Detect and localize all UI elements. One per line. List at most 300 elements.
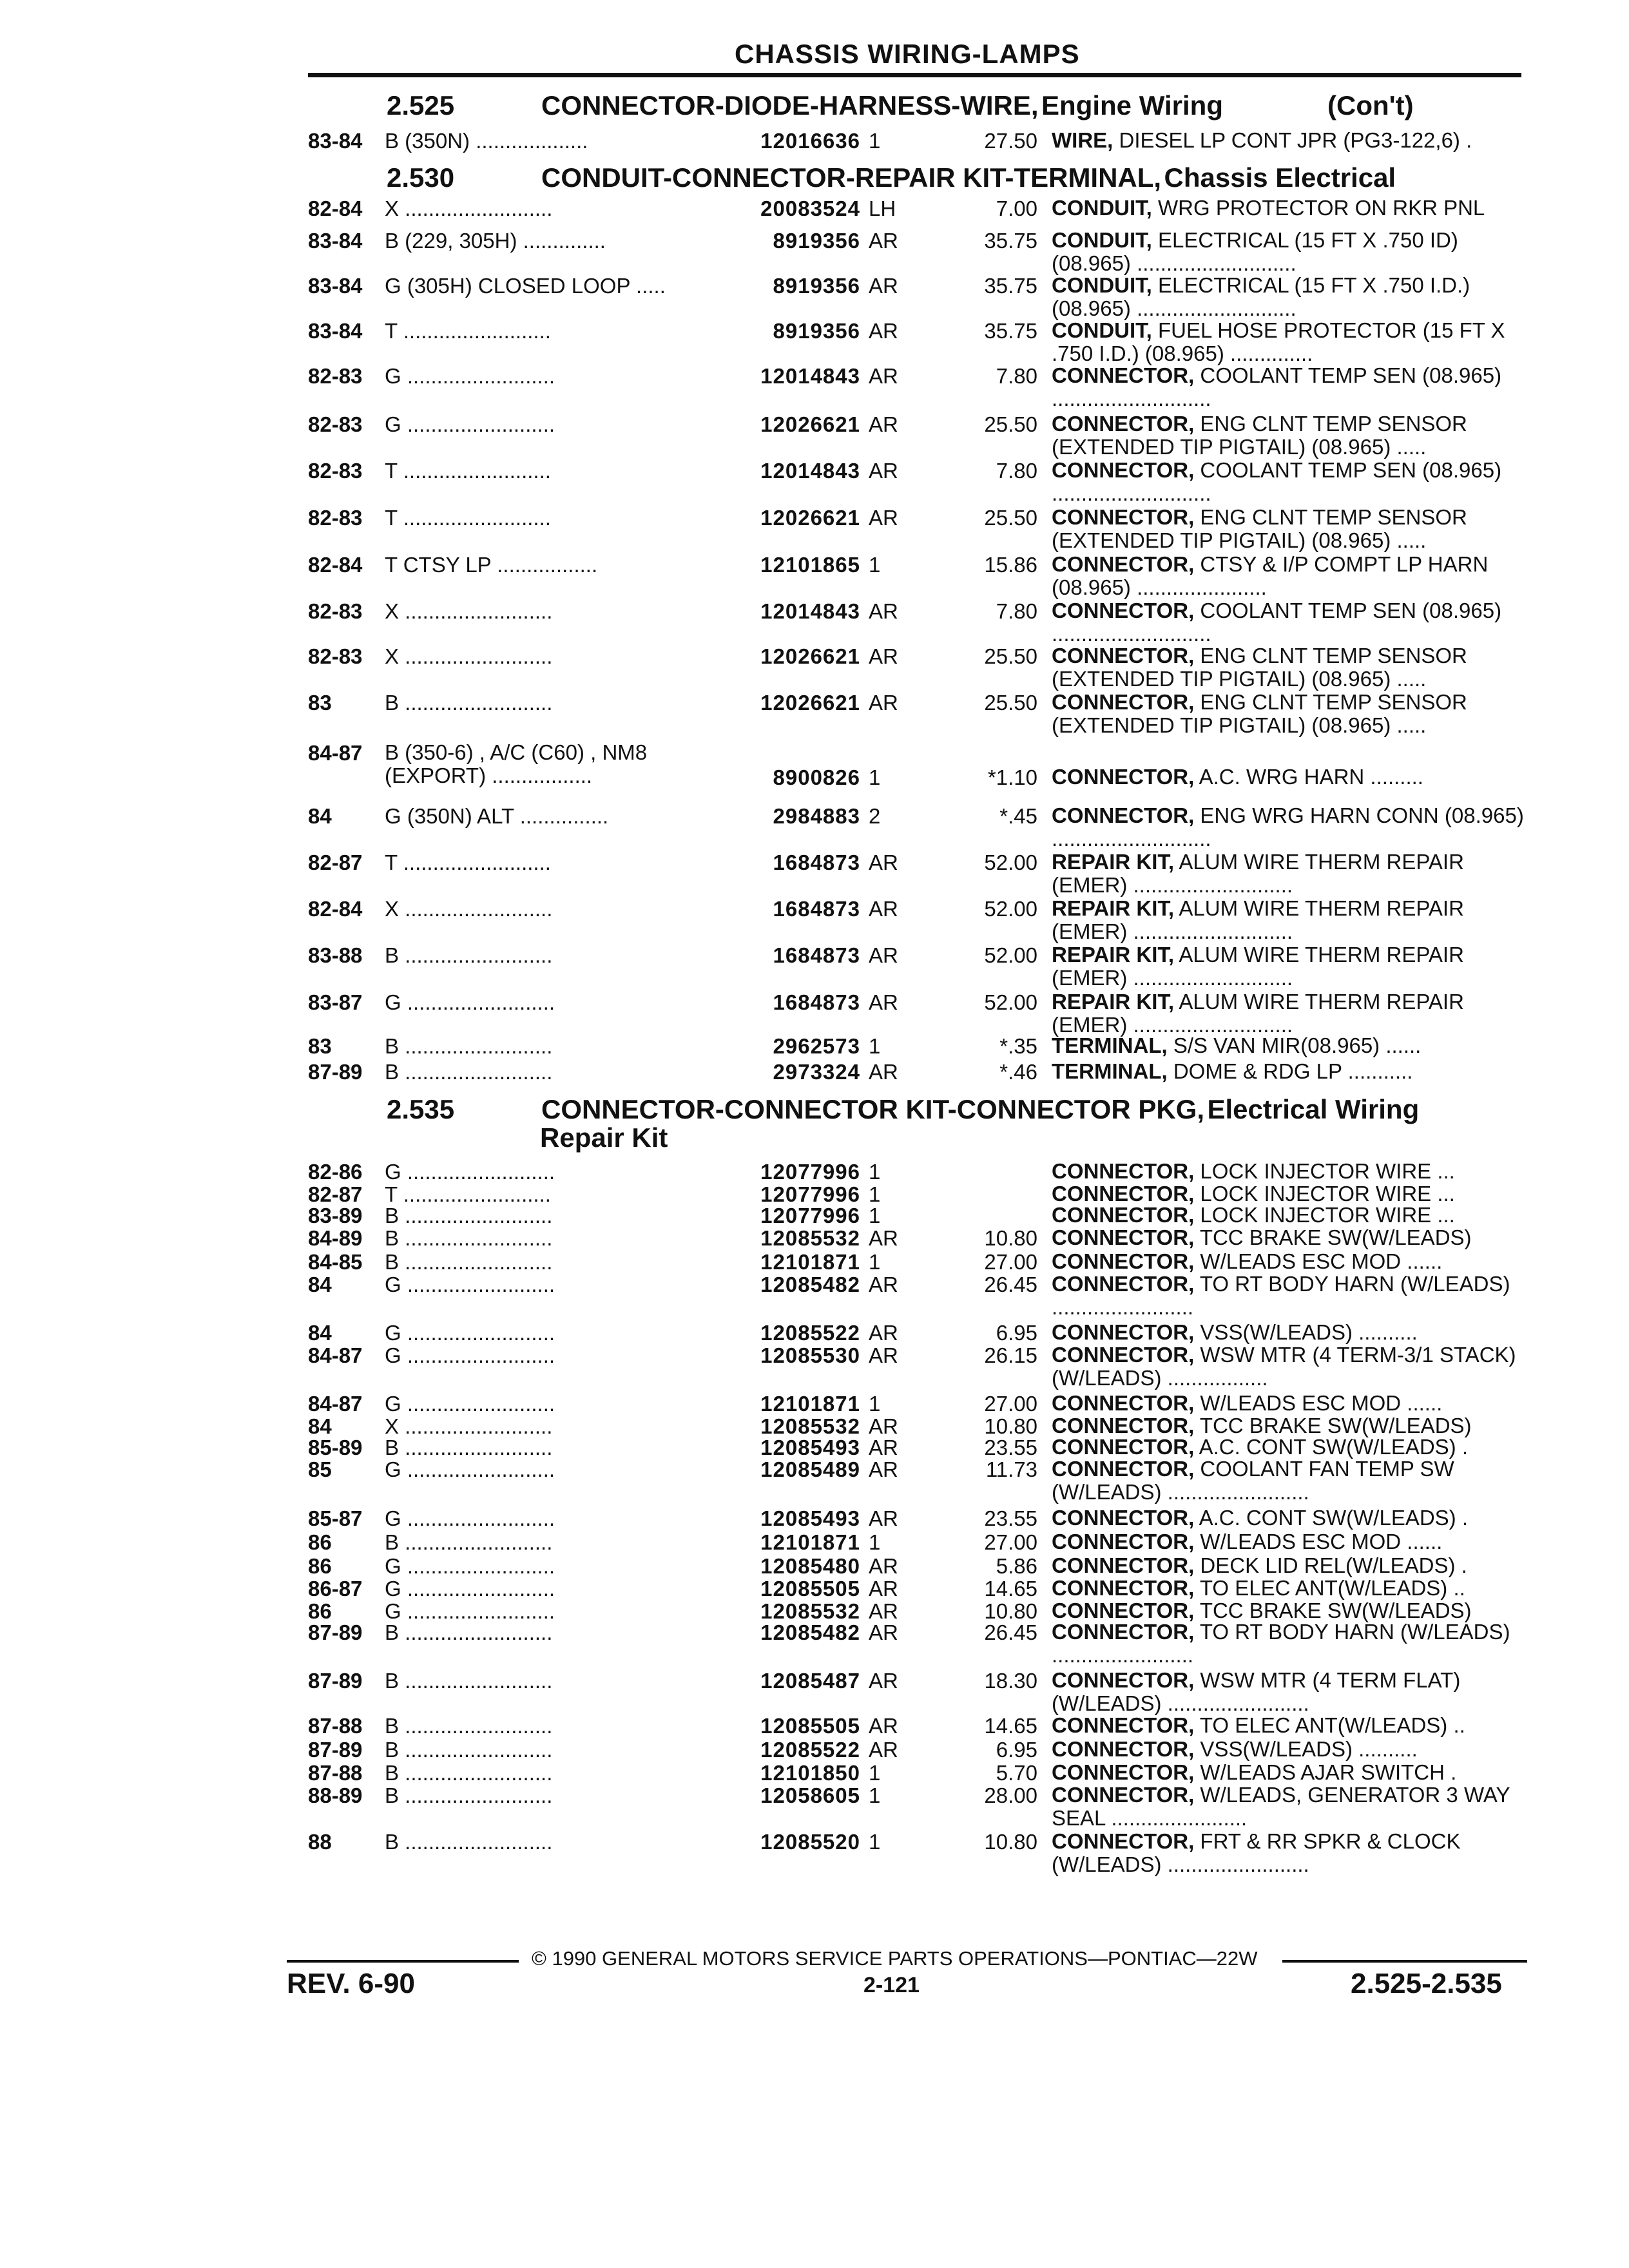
part-description bbox=[1052, 1182, 1525, 1206]
model-code: G (305H) CLOSED LOOP ..... bbox=[385, 274, 666, 298]
model-year: 82-83 bbox=[308, 599, 363, 623]
part-description bbox=[1052, 990, 1525, 1037]
parts-row bbox=[0, 1273, 1629, 1320]
price: 6.95 bbox=[996, 1321, 1037, 1345]
part-type: CONNECTOR, bbox=[1052, 1830, 1195, 1853]
section-name: CONNECTOR-CONNECTOR KIT-CONNECTOR PKG, bbox=[541, 1094, 1205, 1124]
part-description bbox=[1052, 804, 1525, 850]
quantity: AR bbox=[869, 691, 898, 715]
part-description bbox=[1052, 599, 1525, 646]
part-description-text: COOLANT FAN TEMP SW (W/LEADS) ........................ bbox=[1052, 1457, 1454, 1504]
part-number: 1684873 bbox=[773, 850, 860, 874]
part-description bbox=[1052, 459, 1525, 505]
part-description-text: TO RT BODY HARN (W/LEADS) ........................ bbox=[1052, 1620, 1510, 1667]
quantity: 1 bbox=[869, 1250, 881, 1274]
parts-row bbox=[0, 1620, 1629, 1668]
part-number: 12085520 bbox=[760, 1830, 860, 1854]
part-number: 12085482 bbox=[760, 1273, 860, 1296]
part-type: CONNECTOR, bbox=[1052, 1226, 1195, 1249]
part-description bbox=[1052, 644, 1525, 691]
section-header bbox=[387, 1094, 1521, 1151]
price: 18.30 bbox=[984, 1669, 1037, 1693]
quantity: AR bbox=[869, 1714, 898, 1738]
price: 7.80 bbox=[996, 599, 1037, 623]
quantity: AR bbox=[869, 364, 898, 388]
quantity: AR bbox=[869, 1577, 898, 1600]
part-type: CONNECTOR, bbox=[1052, 1714, 1195, 1737]
price: 5.86 bbox=[996, 1554, 1037, 1578]
parts-row bbox=[0, 897, 1629, 945]
model-code: T ......................... bbox=[385, 850, 551, 874]
price: 35.75 bbox=[984, 319, 1037, 343]
quantity: 1 bbox=[869, 1034, 881, 1058]
price: *.45 bbox=[999, 804, 1037, 828]
part-number: 12026621 bbox=[760, 644, 860, 668]
model-code: B ......................... bbox=[385, 691, 553, 715]
part-description-text: W/LEADS, GENERATOR 3 WAY SEAL ....................... bbox=[1052, 1783, 1510, 1830]
part-type: CONNECTOR, bbox=[1052, 1669, 1195, 1692]
model-code: B ......................... bbox=[385, 1620, 553, 1644]
part-number: 2973324 bbox=[773, 1060, 860, 1084]
model-code: G ......................... bbox=[385, 1554, 555, 1578]
parts-row bbox=[0, 319, 1629, 367]
part-type: CONNECTOR, bbox=[1052, 765, 1195, 789]
price: 25.50 bbox=[984, 644, 1037, 668]
quantity: 1 bbox=[869, 1392, 881, 1416]
part-type: CONNECTOR, bbox=[1052, 1204, 1195, 1227]
model-code: B ......................... bbox=[385, 1761, 553, 1785]
part-number: 12085532 bbox=[760, 1414, 860, 1438]
part-number: 1684873 bbox=[773, 897, 860, 921]
part-description-text: ENG CLNT TEMP SENSOR (EXTENDED TIP PIGTAIL) (08.965) ..... bbox=[1052, 691, 1467, 737]
model-code: B ......................... bbox=[385, 1250, 553, 1274]
part-type: CONNECTOR, bbox=[1052, 1436, 1195, 1459]
part-description-text: TCC BRAKE SW(W/LEADS) bbox=[1194, 1414, 1472, 1437]
model-code: G ......................... bbox=[385, 1343, 555, 1367]
part-description-text: LOCK INJECTOR WIRE ... bbox=[1194, 1182, 1455, 1206]
part-type: CONNECTOR, bbox=[1052, 1506, 1195, 1530]
model-code: G ......................... bbox=[385, 1160, 555, 1184]
part-description-text: W/LEADS AJAR SWITCH . bbox=[1194, 1761, 1457, 1784]
part-type: REPAIR KIT, bbox=[1052, 990, 1175, 1014]
price: *.35 bbox=[999, 1034, 1037, 1058]
part-description bbox=[1052, 1160, 1525, 1183]
part-number: 8900826 bbox=[773, 765, 860, 789]
model-year: 83 bbox=[308, 1034, 332, 1058]
part-number: 2962573 bbox=[773, 1034, 860, 1058]
price: 7.00 bbox=[996, 197, 1037, 220]
price: 11.73 bbox=[985, 1457, 1037, 1481]
part-description bbox=[1052, 1392, 1525, 1415]
part-description-text: WSW MTR (4 TERM-3/1 STACK) (W/LEADS) ................. bbox=[1052, 1343, 1516, 1390]
model-year: 82-83 bbox=[308, 506, 363, 530]
part-type: CONNECTOR, bbox=[1052, 459, 1195, 482]
part-number: 12101871 bbox=[760, 1530, 860, 1554]
quantity: AR bbox=[869, 1620, 898, 1644]
model-year: 82-84 bbox=[308, 197, 363, 220]
price: *1.10 bbox=[987, 765, 1037, 789]
model-year: 85-89 bbox=[308, 1436, 363, 1459]
model-year: 84 bbox=[308, 1414, 332, 1438]
parts-row bbox=[0, 943, 1629, 991]
price: 15.86 bbox=[984, 553, 1037, 577]
section-header bbox=[387, 162, 1521, 193]
part-type: CONNECTOR, bbox=[1052, 1599, 1195, 1622]
part-description-text: VSS(W/LEADS) .......... bbox=[1194, 1321, 1418, 1344]
model-code: B ......................... bbox=[385, 943, 553, 967]
price: 52.00 bbox=[984, 943, 1037, 967]
part-number: 12085530 bbox=[760, 1343, 860, 1367]
section-kind: Chassis Electrical bbox=[1164, 162, 1396, 193]
section-number: 2.535 bbox=[387, 1094, 455, 1124]
part-type: CONNECTOR, bbox=[1052, 553, 1195, 576]
parts-row bbox=[0, 990, 1629, 1038]
model-year: 88 bbox=[308, 1830, 332, 1854]
price: 35.75 bbox=[984, 274, 1037, 298]
part-description-text: TO RT BODY HARN (W/LEADS) ........................ bbox=[1052, 1273, 1510, 1319]
part-number: 12085505 bbox=[760, 1577, 860, 1600]
part-description bbox=[1052, 1554, 1525, 1577]
model-year: 85 bbox=[308, 1457, 332, 1481]
model-year: 86 bbox=[308, 1530, 332, 1554]
quantity: AR bbox=[869, 412, 898, 436]
model-code: G ......................... bbox=[385, 412, 555, 436]
part-type: CONNECTOR, bbox=[1052, 691, 1195, 714]
model-code: X ......................... bbox=[385, 599, 553, 623]
model-year: 86-87 bbox=[308, 1577, 363, 1600]
model-year: 85-87 bbox=[308, 1506, 363, 1530]
model-year: 83-84 bbox=[308, 229, 363, 253]
part-type: CONNECTOR, bbox=[1052, 1554, 1195, 1577]
model-year: 83-87 bbox=[308, 990, 363, 1014]
model-year: 87-89 bbox=[308, 1620, 363, 1644]
part-type: CONNECTOR, bbox=[1052, 599, 1195, 622]
part-description bbox=[1052, 1620, 1525, 1667]
model-year: 82-83 bbox=[308, 364, 363, 388]
model-code: T CTSY LP ................. bbox=[385, 553, 598, 577]
footer-copyright: © 1990 GENERAL MOTORS SERVICE PARTS OPERATIONS—PONTIAC—22W bbox=[532, 1947, 1258, 1970]
model-year: 87-89 bbox=[308, 1060, 363, 1084]
model-code: B ......................... bbox=[385, 1783, 553, 1807]
price: 35.75 bbox=[984, 229, 1037, 253]
model-year: 82-83 bbox=[308, 412, 363, 436]
part-description bbox=[1052, 1436, 1525, 1459]
part-description bbox=[1052, 1321, 1525, 1344]
price: 28.00 bbox=[984, 1783, 1037, 1807]
part-number: 12085487 bbox=[760, 1669, 860, 1693]
part-description bbox=[1052, 765, 1525, 789]
part-description-text: LOCK INJECTOR WIRE ... bbox=[1194, 1204, 1455, 1227]
part-number: 12085480 bbox=[760, 1554, 860, 1578]
model-code: B ......................... bbox=[385, 1034, 553, 1058]
model-year: 83-89 bbox=[308, 1204, 363, 1227]
part-description-text: ENG CLNT TEMP SENSOR (EXTENDED TIP PIGTAIL) (08.965) ..... bbox=[1052, 644, 1467, 691]
model-year: 84 bbox=[308, 804, 332, 828]
price: 7.80 bbox=[996, 364, 1037, 388]
model-year: 86 bbox=[308, 1554, 332, 1578]
part-number: 8919356 bbox=[773, 229, 860, 253]
part-description-text: VSS(W/LEADS) .......... bbox=[1194, 1738, 1418, 1761]
section-number: 2.530 bbox=[387, 162, 455, 193]
part-description bbox=[1052, 1577, 1525, 1600]
quantity: AR bbox=[869, 897, 898, 921]
quantity: AR bbox=[869, 1226, 898, 1250]
model-year: 84 bbox=[308, 1273, 332, 1296]
price: 26.45 bbox=[984, 1273, 1037, 1296]
footer-rule-right bbox=[1282, 1960, 1527, 1963]
part-description-text: ELECTRICAL (15 FT X .750 I.D.) (08.965) ........................... bbox=[1052, 274, 1470, 320]
quantity: AR bbox=[869, 1669, 898, 1693]
part-description-text: CTSY & I/P COMPT LP HARN (08.965) ...................... bbox=[1052, 553, 1489, 599]
parts-row bbox=[0, 1669, 1629, 1716]
model-year: 82-87 bbox=[308, 850, 363, 874]
part-type: TERMINAL, bbox=[1052, 1060, 1168, 1083]
model-year: 84-87 bbox=[308, 741, 363, 765]
part-description bbox=[1052, 1457, 1525, 1504]
part-description-text: TCC BRAKE SW(W/LEADS) bbox=[1194, 1599, 1472, 1622]
model-year: 87-89 bbox=[308, 1738, 363, 1762]
part-description-text: ENG CLNT TEMP SENSOR (EXTENDED TIP PIGTAIL) (08.965) ..... bbox=[1052, 506, 1467, 552]
model-year: 83-88 bbox=[308, 943, 363, 967]
quantity: 1 bbox=[869, 1761, 881, 1785]
model-code: B (350-6) , A/C (C60) , NM8 (EXPORT) ................. bbox=[385, 741, 648, 787]
model-code: B ......................... bbox=[385, 1204, 553, 1227]
part-number: 1684873 bbox=[773, 990, 860, 1014]
part-description-text: ALUM WIRE THERM REPAIR (EMER) ........................... bbox=[1052, 990, 1464, 1037]
parts-row bbox=[0, 804, 1629, 852]
part-description bbox=[1052, 1761, 1525, 1784]
part-description bbox=[1052, 553, 1525, 599]
parts-row bbox=[0, 1457, 1629, 1505]
quantity: AR bbox=[869, 943, 898, 967]
quantity: 1 bbox=[869, 1182, 881, 1206]
part-description bbox=[1052, 1343, 1525, 1390]
part-number: 2984883 bbox=[773, 804, 860, 828]
model-year: 84-87 bbox=[308, 1392, 363, 1416]
quantity: AR bbox=[869, 1273, 898, 1296]
part-number: 12014843 bbox=[760, 459, 860, 483]
price: 6.95 bbox=[996, 1738, 1037, 1762]
model-code: G ......................... bbox=[385, 990, 555, 1014]
parts-row bbox=[0, 691, 1629, 738]
part-type: CONNECTOR, bbox=[1052, 1321, 1195, 1344]
parts-row bbox=[0, 506, 1629, 553]
quantity: AR bbox=[869, 990, 898, 1014]
part-type: TERMINAL, bbox=[1052, 1034, 1168, 1057]
model-year: 82-84 bbox=[308, 553, 363, 577]
footer-page-number: 2-121 bbox=[863, 1973, 920, 1997]
part-description bbox=[1052, 274, 1525, 320]
model-code: T ......................... bbox=[385, 1182, 551, 1206]
quantity: AR bbox=[869, 319, 898, 343]
quantity: AR bbox=[869, 1436, 898, 1459]
price: 23.55 bbox=[984, 1436, 1037, 1459]
price: 26.15 bbox=[984, 1343, 1037, 1367]
part-number: 12085522 bbox=[760, 1738, 860, 1762]
section-name: CONDUIT-CONNECTOR-REPAIR KIT-TERMINAL, bbox=[541, 162, 1162, 193]
part-number: 12077996 bbox=[760, 1204, 860, 1227]
part-type: CONNECTOR, bbox=[1052, 1783, 1195, 1807]
model-code: B ......................... bbox=[385, 1060, 553, 1084]
part-number: 12077996 bbox=[760, 1160, 860, 1184]
part-type: CONNECTOR, bbox=[1052, 506, 1195, 529]
part-number: 12085482 bbox=[760, 1620, 860, 1644]
header-rule bbox=[308, 73, 1521, 77]
model-year: 84-89 bbox=[308, 1226, 363, 1250]
part-description-text: WSW MTR (4 TERM FLAT) (W/LEADS) ........................ bbox=[1052, 1669, 1461, 1715]
model-code: X ......................... bbox=[385, 197, 553, 220]
part-type: CONDUIT, bbox=[1052, 197, 1152, 220]
model-year: 83-84 bbox=[308, 129, 363, 153]
quantity: AR bbox=[869, 229, 898, 253]
part-number: 12101871 bbox=[760, 1250, 860, 1274]
part-description-text: TO ELEC ANT(W/LEADS) .. bbox=[1194, 1577, 1465, 1600]
part-type: CONNECTOR, bbox=[1052, 1620, 1195, 1644]
price: 25.50 bbox=[984, 506, 1037, 530]
model-code: G ......................... bbox=[385, 1599, 555, 1623]
part-description bbox=[1052, 1530, 1525, 1553]
parts-row bbox=[0, 364, 1629, 412]
part-description bbox=[1052, 1250, 1525, 1273]
part-description bbox=[1052, 412, 1525, 459]
part-description bbox=[1052, 129, 1525, 152]
part-description-text: W/LEADS ESC MOD ...... bbox=[1194, 1392, 1443, 1415]
part-description-text: W/LEADS ESC MOD ...... bbox=[1194, 1250, 1443, 1273]
part-description-text: DIESEL LP CONT JPR (PG3-122,6) . bbox=[1113, 129, 1472, 152]
part-description bbox=[1052, 1226, 1525, 1249]
part-description bbox=[1052, 1783, 1525, 1830]
section-subtitle: Repair Kit bbox=[540, 1122, 668, 1153]
part-number: 12085493 bbox=[760, 1436, 860, 1459]
part-number: 12014843 bbox=[760, 364, 860, 388]
model-code: T ......................... bbox=[385, 319, 551, 343]
quantity: AR bbox=[869, 274, 898, 298]
page-title: CHASSIS WIRING-LAMPS bbox=[735, 39, 1080, 69]
price: 27.00 bbox=[984, 1250, 1037, 1274]
part-description bbox=[1052, 1273, 1525, 1319]
model-code: T ......................... bbox=[385, 459, 551, 483]
price: 7.80 bbox=[996, 459, 1037, 483]
part-description bbox=[1052, 506, 1525, 552]
model-code: B (350N) ................... bbox=[385, 129, 588, 153]
part-description-text: LOCK INJECTOR WIRE ... bbox=[1194, 1160, 1455, 1183]
model-code: B ......................... bbox=[385, 1530, 553, 1554]
model-code: X ......................... bbox=[385, 1414, 553, 1438]
model-code: G ......................... bbox=[385, 1457, 555, 1481]
part-description-text: ENG CLNT TEMP SENSOR (EXTENDED TIP PIGTAIL) (08.965) ..... bbox=[1052, 412, 1467, 459]
price: 23.55 bbox=[984, 1506, 1037, 1530]
part-description bbox=[1052, 1599, 1525, 1622]
part-type: REPAIR KIT, bbox=[1052, 943, 1175, 966]
part-type: CONNECTOR, bbox=[1052, 1250, 1195, 1273]
parts-row bbox=[0, 599, 1629, 647]
part-number: 20083524 bbox=[760, 197, 860, 220]
quantity: LH bbox=[869, 197, 896, 220]
quantity: AR bbox=[869, 506, 898, 530]
part-description-text: ELECTRICAL (15 FT X .750 ID) (08.965) ........................... bbox=[1052, 229, 1458, 275]
section-kind: Electrical Wiring bbox=[1207, 1094, 1420, 1124]
quantity: AR bbox=[869, 1060, 898, 1084]
part-description bbox=[1052, 364, 1525, 410]
quantity: 1 bbox=[869, 1783, 881, 1807]
part-number: 8919356 bbox=[773, 274, 860, 298]
model-year: 83-84 bbox=[308, 274, 363, 298]
section-header bbox=[387, 90, 1521, 121]
model-year: 82-83 bbox=[308, 644, 363, 668]
model-code: G ......................... bbox=[385, 1577, 555, 1600]
part-number: 12085532 bbox=[760, 1599, 860, 1623]
model-year: 83 bbox=[308, 691, 332, 715]
price: 52.00 bbox=[984, 850, 1037, 874]
part-description-text: DECK LID REL(W/LEADS) . bbox=[1194, 1554, 1467, 1577]
part-type: CONNECTOR, bbox=[1052, 1530, 1195, 1553]
part-type: REPAIR KIT, bbox=[1052, 850, 1175, 874]
part-type: CONNECTOR, bbox=[1052, 1457, 1195, 1481]
part-number: 12085489 bbox=[760, 1457, 860, 1481]
part-number: 12014843 bbox=[760, 599, 860, 623]
part-description-text: W/LEADS ESC MOD ...... bbox=[1194, 1530, 1443, 1553]
model-year: 82-83 bbox=[308, 459, 363, 483]
footer-revision: REV. 6-90 bbox=[287, 1968, 415, 1999]
part-number: 12101865 bbox=[760, 553, 860, 577]
quantity: AR bbox=[869, 850, 898, 874]
price: 25.50 bbox=[984, 412, 1037, 436]
quantity: 1 bbox=[869, 1530, 881, 1554]
part-description-text: A.C. CONT SW(W/LEADS) . bbox=[1194, 1506, 1469, 1530]
part-type: CONDUIT, bbox=[1052, 319, 1152, 342]
price: 10.80 bbox=[984, 1414, 1037, 1438]
model-year: 88-89 bbox=[308, 1783, 363, 1807]
part-description bbox=[1052, 1830, 1525, 1876]
part-description-text: DOME & RDG LP ........... bbox=[1167, 1060, 1413, 1083]
part-type: CONNECTOR, bbox=[1052, 1761, 1195, 1784]
part-description bbox=[1052, 229, 1525, 275]
price: *.46 bbox=[999, 1060, 1037, 1084]
part-number: 12085532 bbox=[760, 1226, 860, 1250]
quantity: AR bbox=[869, 1321, 898, 1345]
price: 27.50 bbox=[984, 129, 1037, 153]
price: 10.80 bbox=[984, 1830, 1037, 1854]
part-description-text: COOLANT TEMP SEN (08.965) ........................... bbox=[1052, 364, 1502, 410]
price: 26.45 bbox=[984, 1620, 1037, 1644]
part-description-text: A.C. CONT SW(W/LEADS) . bbox=[1194, 1436, 1469, 1459]
part-type: CONDUIT, bbox=[1052, 229, 1152, 252]
part-type: CONNECTOR, bbox=[1052, 804, 1195, 827]
parts-row bbox=[0, 459, 1629, 506]
part-type: CONNECTOR, bbox=[1052, 644, 1195, 668]
part-number: 12058605 bbox=[760, 1783, 860, 1807]
part-type: CONNECTOR, bbox=[1052, 1343, 1195, 1367]
model-code: B ......................... bbox=[385, 1830, 553, 1854]
part-number: 12026621 bbox=[760, 412, 860, 436]
part-number: 12085522 bbox=[760, 1321, 860, 1345]
model-year: 84 bbox=[308, 1321, 332, 1345]
price: 27.00 bbox=[984, 1530, 1037, 1554]
model-code: G ......................... bbox=[385, 1273, 555, 1296]
part-description-text: ALUM WIRE THERM REPAIR (EMER) ........................... bbox=[1052, 850, 1464, 897]
parts-row bbox=[0, 644, 1629, 692]
parts-row bbox=[0, 1783, 1629, 1831]
price: 25.50 bbox=[984, 691, 1037, 715]
part-description bbox=[1052, 1714, 1525, 1737]
price: 27.00 bbox=[984, 1392, 1037, 1416]
quantity: AR bbox=[869, 1554, 898, 1578]
quantity: 1 bbox=[869, 1204, 881, 1227]
model-year: 82-86 bbox=[308, 1160, 363, 1184]
parts-row bbox=[0, 274, 1629, 322]
part-description bbox=[1052, 1060, 1525, 1083]
part-description-text: A.C. WRG HARN ......... bbox=[1194, 765, 1423, 789]
